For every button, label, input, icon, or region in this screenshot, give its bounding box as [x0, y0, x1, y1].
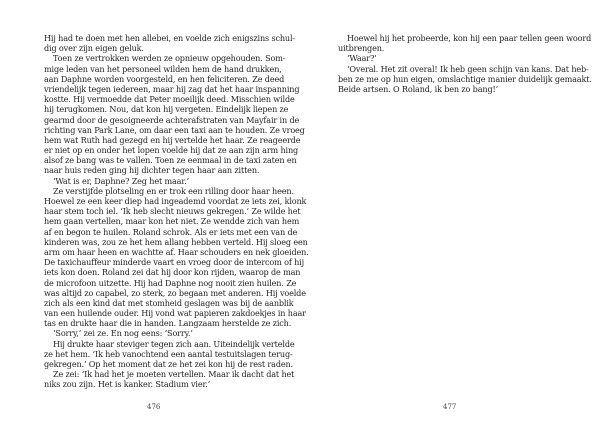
text-line: richting van Park Lane, om daar een taxi aan te houden. Ze vroeg	[44, 124, 305, 135]
text-line: mige leden van het personeel wilden hem de hand drukken,	[44, 63, 282, 74]
text-line: ‘Waar?’	[347, 53, 377, 64]
text-line: naar huis reden ging hij dichter tegen haar aan zitten.	[44, 165, 260, 176]
text-line: vriendelijk tegen iedereen, maar hij zag dat het haar inspanning	[44, 83, 300, 94]
text-line: arm om haar heen en wachtte af. Haar schouders en nek gloeiden.	[44, 246, 309, 257]
text-line: aan Daphne worden voorgesteld, en hen feliciteren. Ze deed	[44, 73, 285, 84]
text-line: Ze verstijfde plotseling en er trok een rilling door haar heen.	[53, 185, 294, 196]
text-line: Beide artsen. O Roland, ik ben zo bang!’	[338, 83, 499, 94]
text-line: was altijd zo capabel, zo sterk, zo begaan met anderen. Hij voelde	[44, 287, 306, 298]
text-line: ‘Overal. Het zit overal! Ik heb geen schijn van kans. Dat heb-	[347, 63, 589, 74]
text-line: af en begon te huilen. Roland schrok. Als er iets met een van de	[44, 226, 298, 237]
text-line: haar stem toch iel. ‘Ik heb slecht nieuws gekregen.’ Ze wilde het	[44, 206, 301, 217]
text-line: Toen ze vertrokken werden ze opnieuw opgehouden. Som-	[53, 53, 286, 64]
text-line: tas en drukte haar die in handen. Langzaam herstelde ze zich.	[44, 318, 292, 329]
text-line: er niet op en onder het lopen voelde hij dat ze aan zijn arm hing	[44, 145, 299, 156]
text-line: niks zou zijn. Het is kanker. Stadium vier.’	[44, 379, 211, 390]
left-page-number: 476	[147, 403, 161, 411]
text-line: De taxichauffeur minderde vaart en vroeg door de intercom of hij	[44, 257, 304, 268]
text-line: ‘Sorry,’ zei ze. En nog eens: ‘Sorry.’	[53, 328, 193, 339]
text-line: hem gaan vertellen, maar kon het niet. Ze wendde zich van hem	[44, 216, 300, 227]
text-line: gekregen.’ Op het moment dat ze het zei kon hij de rest raden.	[44, 359, 293, 369]
text-line: Hoewel hij het probeerde, kon hij een paar tellen geen woord	[347, 33, 592, 43]
text-line: dig over zijn eigen geluk.	[44, 43, 144, 54]
text-line: uitbrengen.	[338, 43, 385, 54]
text-line: de microfoon uitzette. Hij had Daphne nog nooit zien huilen. Ze	[44, 277, 297, 288]
text-line: alsof ze bang was te vallen. Toen ze eenmaal in de taxi zaten en	[44, 155, 297, 166]
text-line: ze het hem. ‘Ik heb vanochtend een aantal testuitslagen terug-	[44, 348, 293, 359]
text-line: Hij drukte haar steviger tegen zich aan. Uiteindelijk vertelde	[53, 338, 295, 349]
text-line: ‘Wat is er, Daphne? Zeg het maar.’	[53, 175, 190, 186]
right-page-body	[338, 33, 592, 94]
left-page-body	[44, 33, 309, 390]
text-line: iets kon doen. Roland zei dat hij door kon rijden, waarop de man	[44, 267, 301, 278]
text-line: Hij had te doen met hen allebei, en voelde zich enigszins schul-	[44, 33, 296, 43]
text-line: gearmd door de gesoigneerde achterafstraten van Mayfair in de	[44, 114, 300, 125]
text-line: kostte. Hij vermoedde dat Peter moeilijk deed. Misschien wilde	[44, 94, 295, 105]
text-line: Ze zei: ‘Ik had het je moeten vertellen. Maar ik dacht dat het	[53, 369, 295, 380]
text-line: zich als een kind dat met stomheid geslagen was bij de aanblik	[44, 297, 294, 308]
text-line: kinderen was, zou ze het hem allang hebben verteld. Hij sloeg een	[44, 236, 308, 247]
right-page-number: 477	[443, 403, 457, 411]
text-line: van een huilende ouder. Hij vond wat papieren zakdoekjes in haar	[44, 308, 306, 319]
text-line: hij terugkomen. Nou, dat kon hij vergeten. Eindelijk liepen ze	[44, 104, 289, 115]
text-line: ben ze me op hun eigen, omslachtige manier duidelijk gemaakt.	[338, 73, 592, 84]
text-line: Hoewel ze een keer diep had ingeademd voordat ze iets zei, klonk	[44, 196, 307, 206]
text-line: hem wat Ruth had gezegd en hij vertelde het haar. Ze reageerde	[44, 134, 301, 145]
